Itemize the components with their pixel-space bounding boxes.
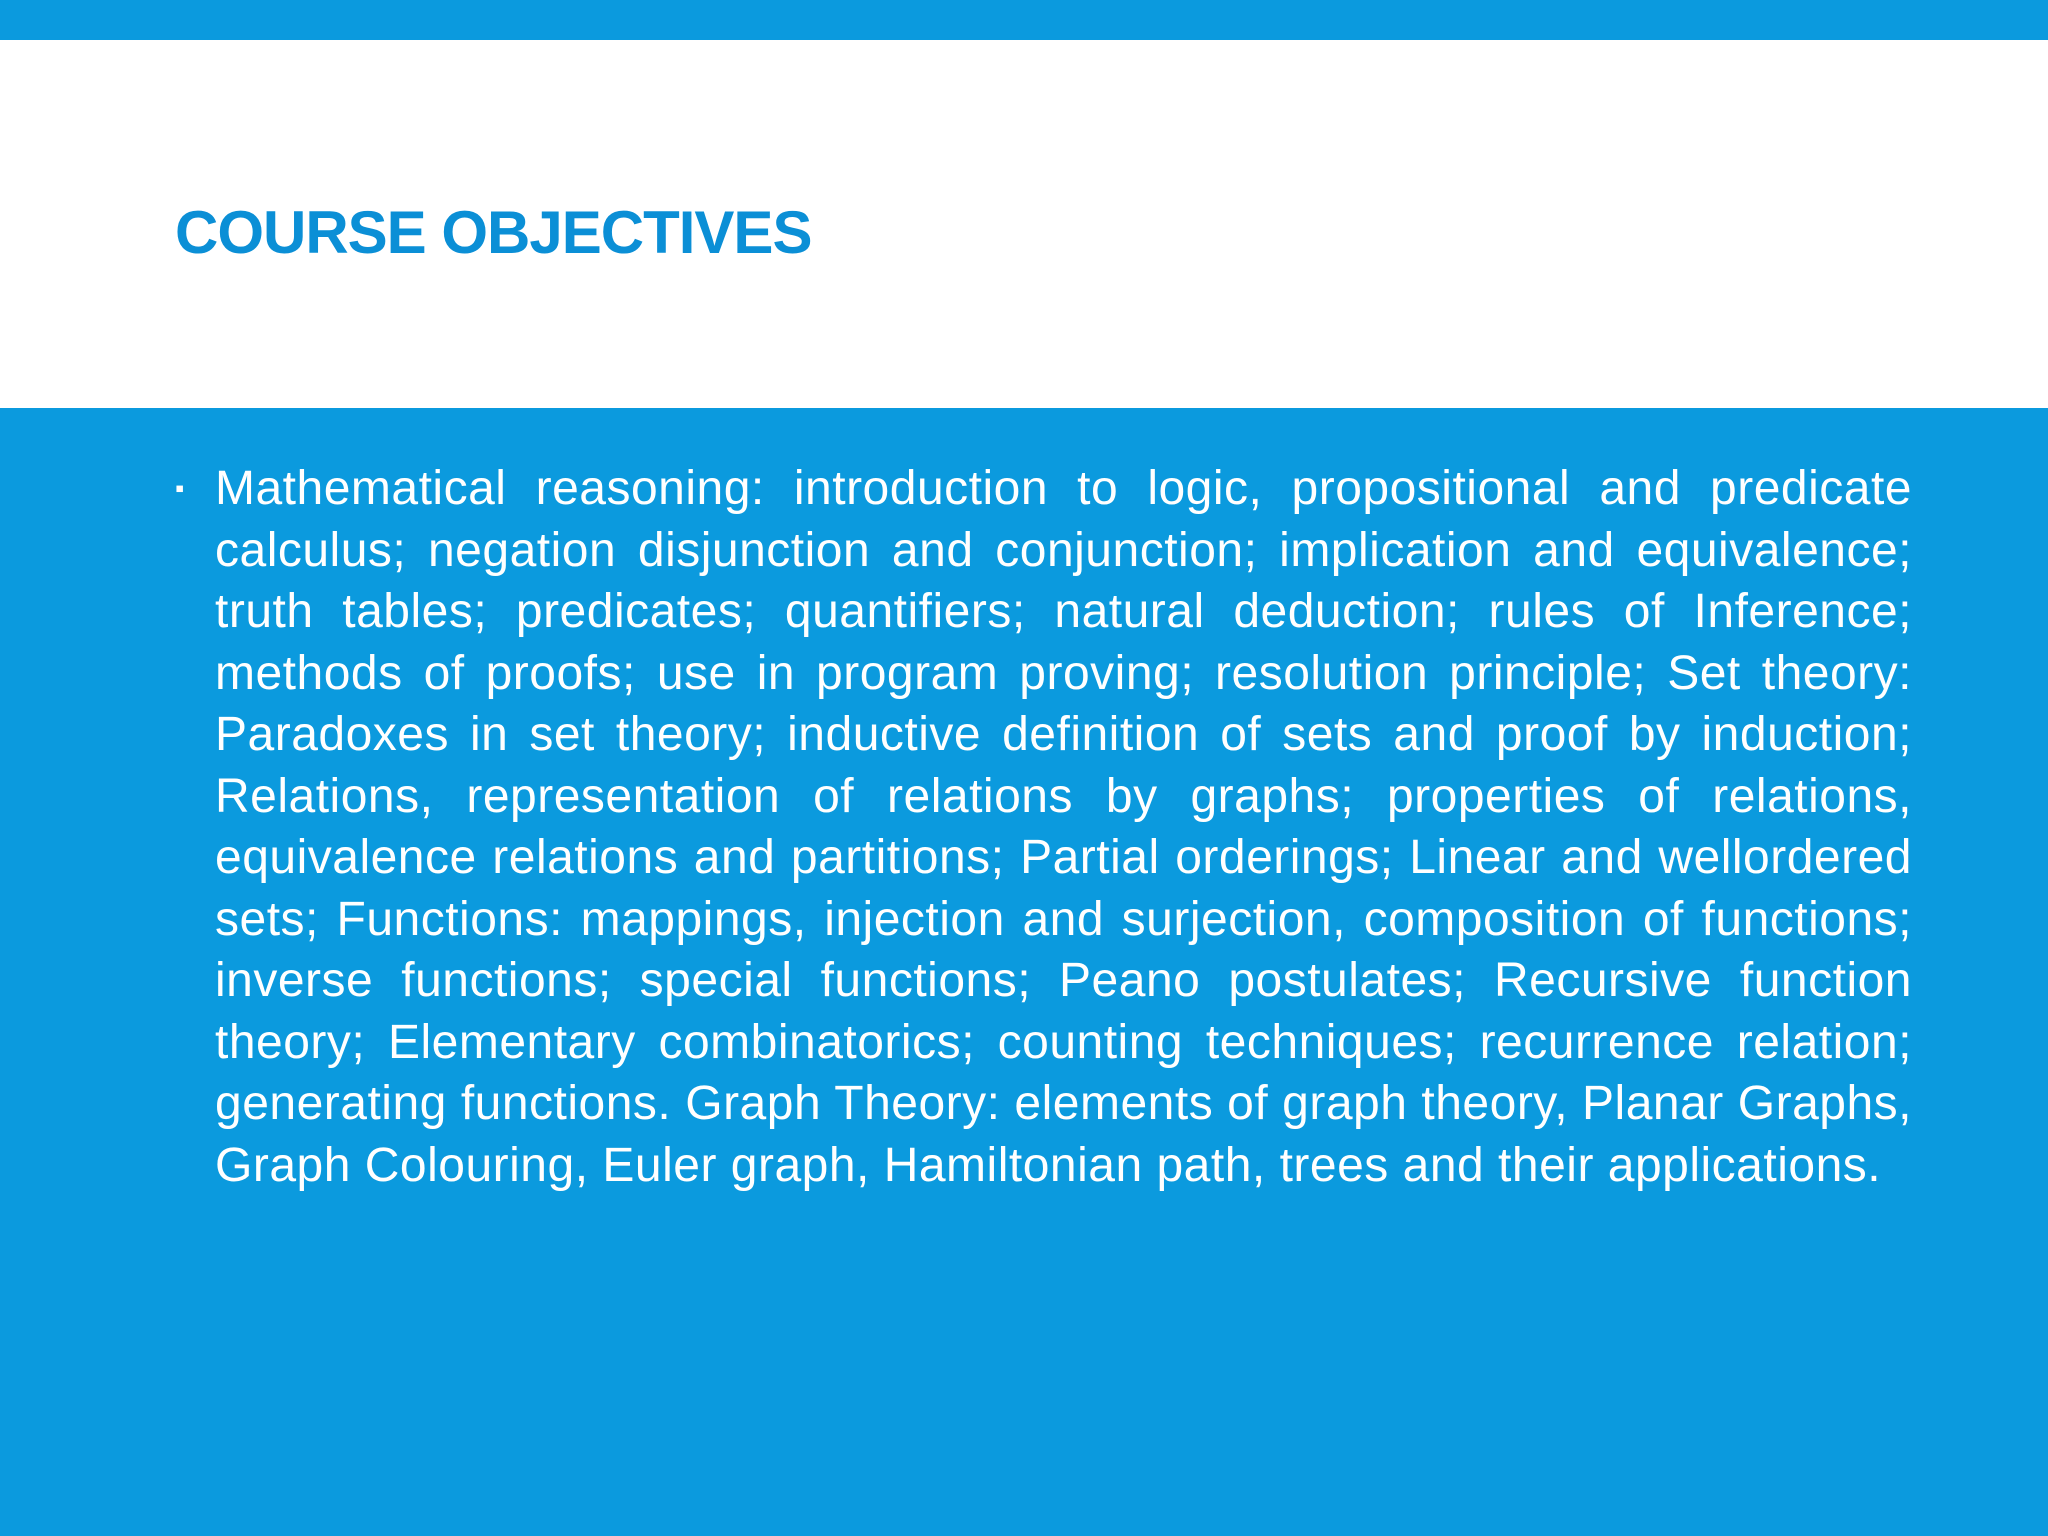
content-area (0, 408, 2048, 1536)
bullet-marker-icon: ▪ (175, 473, 185, 503)
top-accent-strip (0, 0, 2048, 40)
bullet-item (175, 458, 1912, 1196)
title-band (0, 40, 2048, 408)
slide-title: COURSE OBJECTIVES (175, 199, 812, 266)
bullet-text: Mathematical reasoning: introduction to logic, propositional and predicate calculus; negation disjunction and conjunction; implication and equivalence; truth tables; predicates; quantifiers; natural deduction; rules of Inference; methods of proofs; use in program proving; resolution principle; Set theory: Paradoxes in set theory; inductive definition of sets and proof by induction; Relations, representation of relations by graphs; properties of relations, equivalence relations and partitions; Partial orderings; Linear and wellordered sets; Functions: mappings, injection and surjection, composition of functions; inverse functions; special functions; Peano postulates; Recursive function theory; Elementary combinatorics; counting techniques; recurrence relation; generating functions. Graph Theory: elements of graph theory, Planar Graphs, Graph Colouring, Euler graph, Hamiltonian path, trees and their applications. (215, 462, 1912, 1192)
